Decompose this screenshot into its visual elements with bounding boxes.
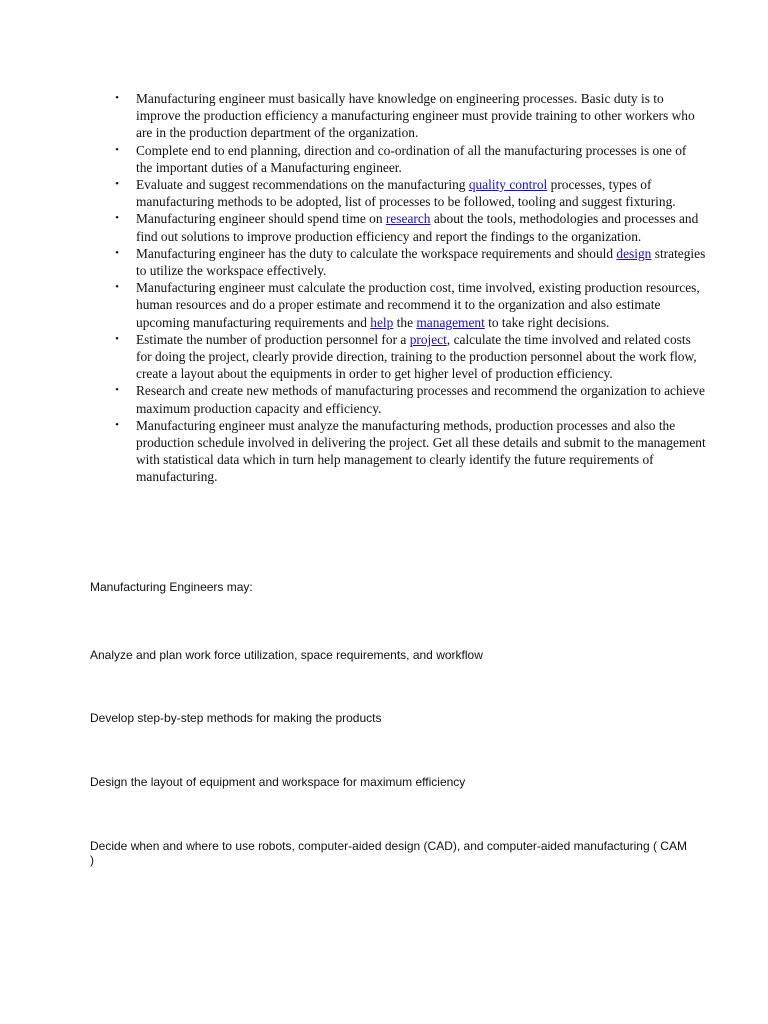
link-quality-control[interactable]: quality control (468, 177, 548, 193)
duty-text: processes, types of manufacturing methods to be adopted, list of processes to be followed, tooling and suggest fixturing. (136, 177, 676, 210)
duty-text: Complete end to end planning, direction and co-ordination of all the manufacturing processes is one of the important duties of a Manufacturing engineer. (136, 142, 687, 175)
duty-item (115, 142, 706, 176)
duty-text: Evaluate and suggest recommendations on the manufacturing (136, 177, 469, 193)
duty-text: Manufacturing engineer should spend time on (136, 211, 386, 227)
duty-text: , calculate the time involved and related costs for doing the project, clearly provide direction, training to the production personnel about the work flow, create a layout about the equipments in order to get higher level of production efficiency. (136, 331, 697, 382)
duty-item (115, 210, 706, 244)
bullet-icon: • (115, 178, 119, 191)
duty-item (115, 331, 706, 383)
duties-bullet-list (110, 90, 706, 486)
link-research[interactable]: research (385, 211, 431, 227)
bullet-icon: • (115, 281, 119, 294)
duty-text: Manufacturing engineer has the duty to calculate the workspace requirements and should (136, 245, 617, 261)
duty-text: Estimate the number of production personnel for a (136, 331, 410, 347)
duty-text: Research and create new methods of manufacturing processes and recommend the organization to achieve maximum production capacity and efficiency. (136, 383, 705, 416)
duty-text: the (393, 314, 417, 330)
duty-item (115, 176, 706, 210)
duty-item (115, 90, 706, 142)
bullet-icon: • (115, 143, 119, 156)
link-management[interactable]: management (416, 314, 485, 330)
capability-workforce-planning: Analyze and plan work force utilization, space requirements, and workflow (90, 648, 483, 662)
bullet-icon: • (115, 384, 119, 397)
bullet-icon: • (115, 418, 119, 431)
bullet-icon: • (115, 92, 119, 104)
link-help[interactable]: help (370, 314, 394, 330)
duty-item (115, 382, 706, 416)
duty-item (115, 417, 706, 486)
capability-step-methods: Develop step-by-step methods for making the products (90, 711, 382, 725)
bullet-icon: • (115, 332, 119, 345)
bullet-icon: • (115, 246, 119, 259)
duty-text: Manufacturing engineer must calculate the production cost, time involved, existing production resources, human resources and do a proper estimate and recommend it to the organization and also estimate upcoming manufacturing requirements and (136, 280, 700, 330)
bullet-icon: • (115, 212, 119, 225)
link-project[interactable]: project (409, 331, 447, 347)
link-design[interactable]: design (616, 245, 652, 261)
duty-item (115, 279, 706, 331)
duty-text: Manufacturing engineer must analyze the manufacturing methods, production processes and also the production schedule involved in delivering the project. Get all these details and submit to the management with statistical data which in turn help management to clearly identify the future requirements of manufacturing. (136, 417, 706, 485)
capability-robots-cad-cam: Decide when and where to use robots, computer-aided design (CAD), and computer-aided manufacturing ( CAM ) (90, 839, 687, 867)
duty-text: about the tools, methodologies and processes and find out solutions to improve production efficiency and report the findings to the organization. (136, 211, 699, 244)
duty-text: strategies to utilize the workspace effectively. (136, 245, 706, 279)
engineers-may-heading: Manufacturing Engineers may: (90, 580, 253, 594)
duty-text: to take right decisions. (484, 314, 610, 330)
duty-text: Manufacturing engineer must basically have knowledge on engineering processes. Basic duty is to improve the production efficiency a manufacturing engineer must provide training to other workers who are in the production department of the organization. (136, 91, 695, 141)
duty-item (115, 245, 706, 279)
capability-layout-design: Design the layout of equipment and workspace for maximum efficiency (90, 775, 466, 789)
